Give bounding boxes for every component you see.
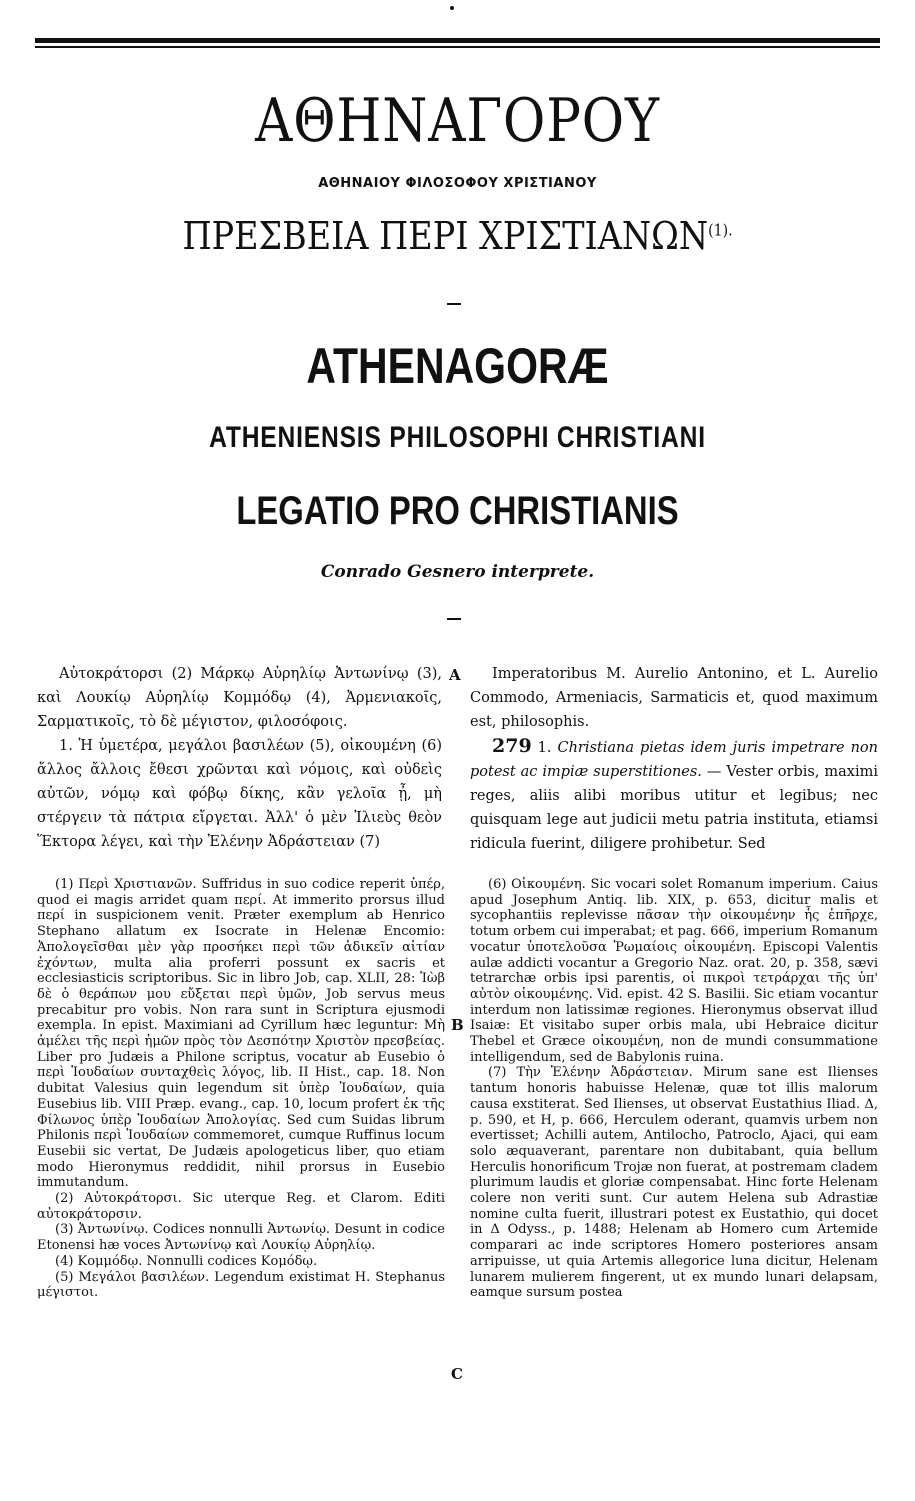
margin-letter-a: A	[449, 666, 461, 684]
footnote: (4) Κομμόδῳ. Nonnulli codices Κομόδῳ.	[55, 1253, 318, 1269]
greek-subtitle: ΑΘΗΝΑΙΟΥ ΦΙΛΟΣΟΦΟΥ ΧΡΙΣΤΙΑΝΟΥ	[318, 176, 597, 191]
margin-letter-c: C	[451, 1365, 463, 1383]
margin-letter-b: B	[451, 1016, 464, 1034]
footnote: (1) Περὶ Χριστιανῶν. Suffridus in suo codice reperit ὑπέρ, quod ei magis arridet quam περί. At immerito prorsus illud περί in suspicionem venit. Præter exemplum ab Henrico Stephano allatum ex Isocrate in Helenæ Encomio: Ἀπολογεῖσθαι μὲν γὰρ προσήκει περὶ τῶν ἀδικεῖν αἰτίαν ἐχόντων, multa alia proferri possunt ex sacris et ecclesiasticis scriptoribus. Sic in libro Job, cap. XLII, 28: Ἰὼβ δὲ ὁ θεράπων μου εὔξεται περὶ ὑμῶν, Job servus meus precabitur pro vobis. Non rara sunt in Scriptura ejusmodi exempla. In epist. Maximiani ad Cyrillum hæc leguntur: Μὴ ἀμέλει τῆς περὶ ἡμῶν πρὸς τὸν Δεσπότην Χριστὸν πρεσβείας. Liber pro Judæis a Philone scriptus, vocatur ab Eusebio ὁ περὶ Ἰουδαίων συνταχθεὶς λόγος, lib. II Hist., cap. 18. Non dubitat Valesius quin legendum sit ὑπὲρ Ἰουδαίων, quia Eusebius lib. VIII Præp. evang., cap. 10, locum profert ἐκ τῆς Φίλωνος ὑπὲρ Ἰουδαίων Ἀπολογίας. Sed cum Suidas librum Philonis περὶ Ἰουδαίων commemoret, cumque Ruffinus locum Eusebii sic vertat, De Judæis apologeticus liber, quo etiam modo Hieronymus reddidit, nihil prorsus in Eusebio immutandum.	[37, 877, 445, 1191]
greek-work-title	[55, 214, 860, 258]
footnote: (2) Αὐτοκράτορσι. Sic uterque Reg. et Clarom. Editi αὐτοκράτορσιν.	[37, 1191, 445, 1222]
top-rule	[35, 38, 880, 43]
section-number: 1.	[537, 740, 552, 756]
section-summary: Christiana pietas idem juris impetrare non potest ac impiæ superstitiones.	[470, 740, 878, 780]
footnote: (7) Τὴν Ἑλένην Ἀδράστειαν. Mirum sane est Ilienses tantum honoris habuisse Helenæ, quæ tot illis malorum causa exstiterat. Sed Ilienses, ut observat Eustathius Iliad. Δ, p. 590, et H, p. 666, Herculem oderant, quamvis urbem non evertisset; Achilli autem, Antilocho, Patroclo, Ajaci, qui eam solo æquaverant, parentare non dubitabant, quia bellum Herculis honorificum Trojæ non fuerat, at postremam cladem plurimum laudis et gloriæ compensabat. Hinc forte Helenam colere non veriti sunt. Cur autem Helena sub Adrastiæ nomine culta fuerit, illustrari potest ex Eustathio, qui docet in Δ Odyss., p. 1488; Helenam ab Homero cum Artemide comparari ac inde scriptores Homero posteriores ansam arripuisse, ut quia Artemis allegorice luna dicitur, Helenam lunarem mulierem fingerent, ut ex mundo lunari delapsam, eamque sursum postea	[470, 1065, 878, 1301]
greek-paragraph: Αὐτοκράτορσι (2) Μάρκῳ Αὐρηλίῳ Ἀντωνίνῳ (3), καὶ Λουκίῳ Αὐρηλίῳ Κομμόδῳ (4), Ἀρμενιακοῖς, Σαρματικοῖς, τὸ δὲ μέγιστον, φιλοσόφοις.	[37, 666, 442, 730]
footnote: (5) Μεγάλοι βασιλέων. Legendum existimat H. Stephanus μέγιστοι.	[37, 1269, 445, 1301]
top-rule-thin	[35, 46, 880, 48]
greek-work-footnote-ref: (1).	[708, 220, 733, 240]
latin-title: ATHENAGORÆ	[306, 338, 609, 394]
greek-title: ΑΘΗΝΑΓΟΡΟΥ	[255, 86, 660, 156]
footnote: (3) Ἀντωνίνῳ. Codices nonnulli Ἀντωνίῳ. Desunt in codice Etonensi hæ voces Ἀντωνίνῳ καὶ Λουκίῳ Αὐρηλίῳ.	[37, 1222, 445, 1254]
latin-paragraph: Imperatoribus M. Aurelio Antonino, et L. Aurelio Commodo, Armeniacis, Sarmaticis et, quod maximum est, philosophis.	[470, 666, 878, 730]
latin-work-title: LEGATIO PRO CHRISTIANIS	[236, 489, 679, 533]
footnote: (6) Οἰκουμένη. Sic vocari solet Romanum imperium. Caius apud Josephum Antiq. lib. XIX, p. 653, dicitur malis et sycophantiis replevisse πᾶσαν τὴν οἰκουμένην ἧς ἐπῆρχε, totum orbem cui imperabat; et pag. 666, imperium Romanum vocatur ὑποτελοῦσα Ῥωμαίοις οἰκουμένη. Episcopi Valentis aulæ addicti vocantur a Gregorio Naz. orat. 20, p. 358, sævi tetrarchæ orbis ipsi parentis, οἱ πικροὶ τετράρχαι τῆς ὑπ' αὐτὸν οἰκουμένης. Vid. epist. 42 S. Basilii. Sic etiam vocantur interdum non latissimæ regiones. Hieronymus observat illud Isaiæ: Et visitabo super orbis mala, ubi Hebraice dicitur Thebel et Græce οἰκουμένη, non de mundi consummatione intelligendum, sed de Babylonis ruina.	[470, 877, 878, 1065]
latin-subtitle: ATHENIENSIS PHILOSOPHI CHRISTIANI	[209, 421, 706, 454]
ink-dot	[450, 6, 454, 10]
separator-dash	[447, 303, 461, 305]
footnotes-right	[470, 877, 878, 1301]
latin-body: — Vester orbis, maximi reges, aliis alibi moribus utitur et legibus; nec quisquam lege aut judicii metu patria instituta, etiamsi ridicula fuerint, diligere prohibetur. Sed	[470, 764, 878, 852]
greek-text-column	[37, 662, 442, 854]
greek-paragraph: 1. Ἡ ὑμετέρα, μεγάλοι βασιλέων (5), οἰκουμένη (6) ἄλλος ἄλλοις ἔθεσι χρῶνται καὶ νόμοις, καὶ οὐδεὶς αὐτῶν, νόμῳ καὶ φόβῳ δίκης, κἂν γελοῖα ᾖ, μὴ στέργειν τὰ πάτρια εἴργεται. Ἀλλ' ὁ μὲν Ἰλιεὺς θεὸν Ἕκτορα λέγει, καὶ τὴν Ἑλένην Ἀδράστειαν (7)	[37, 738, 442, 850]
column-number: 279	[492, 735, 532, 757]
separator-dash	[447, 618, 461, 620]
greek-work-text: ΠΡΕΣΒΕΙΑ ΠΕΡΙ ΧΡΙΣΤΙΑΝΩΝ	[182, 214, 709, 258]
interpreter-line: Conrado Gesnero interprete.	[320, 562, 595, 582]
latin-text-column	[470, 662, 878, 856]
footnotes-left	[37, 877, 445, 1301]
latin-paragraph	[470, 734, 878, 856]
